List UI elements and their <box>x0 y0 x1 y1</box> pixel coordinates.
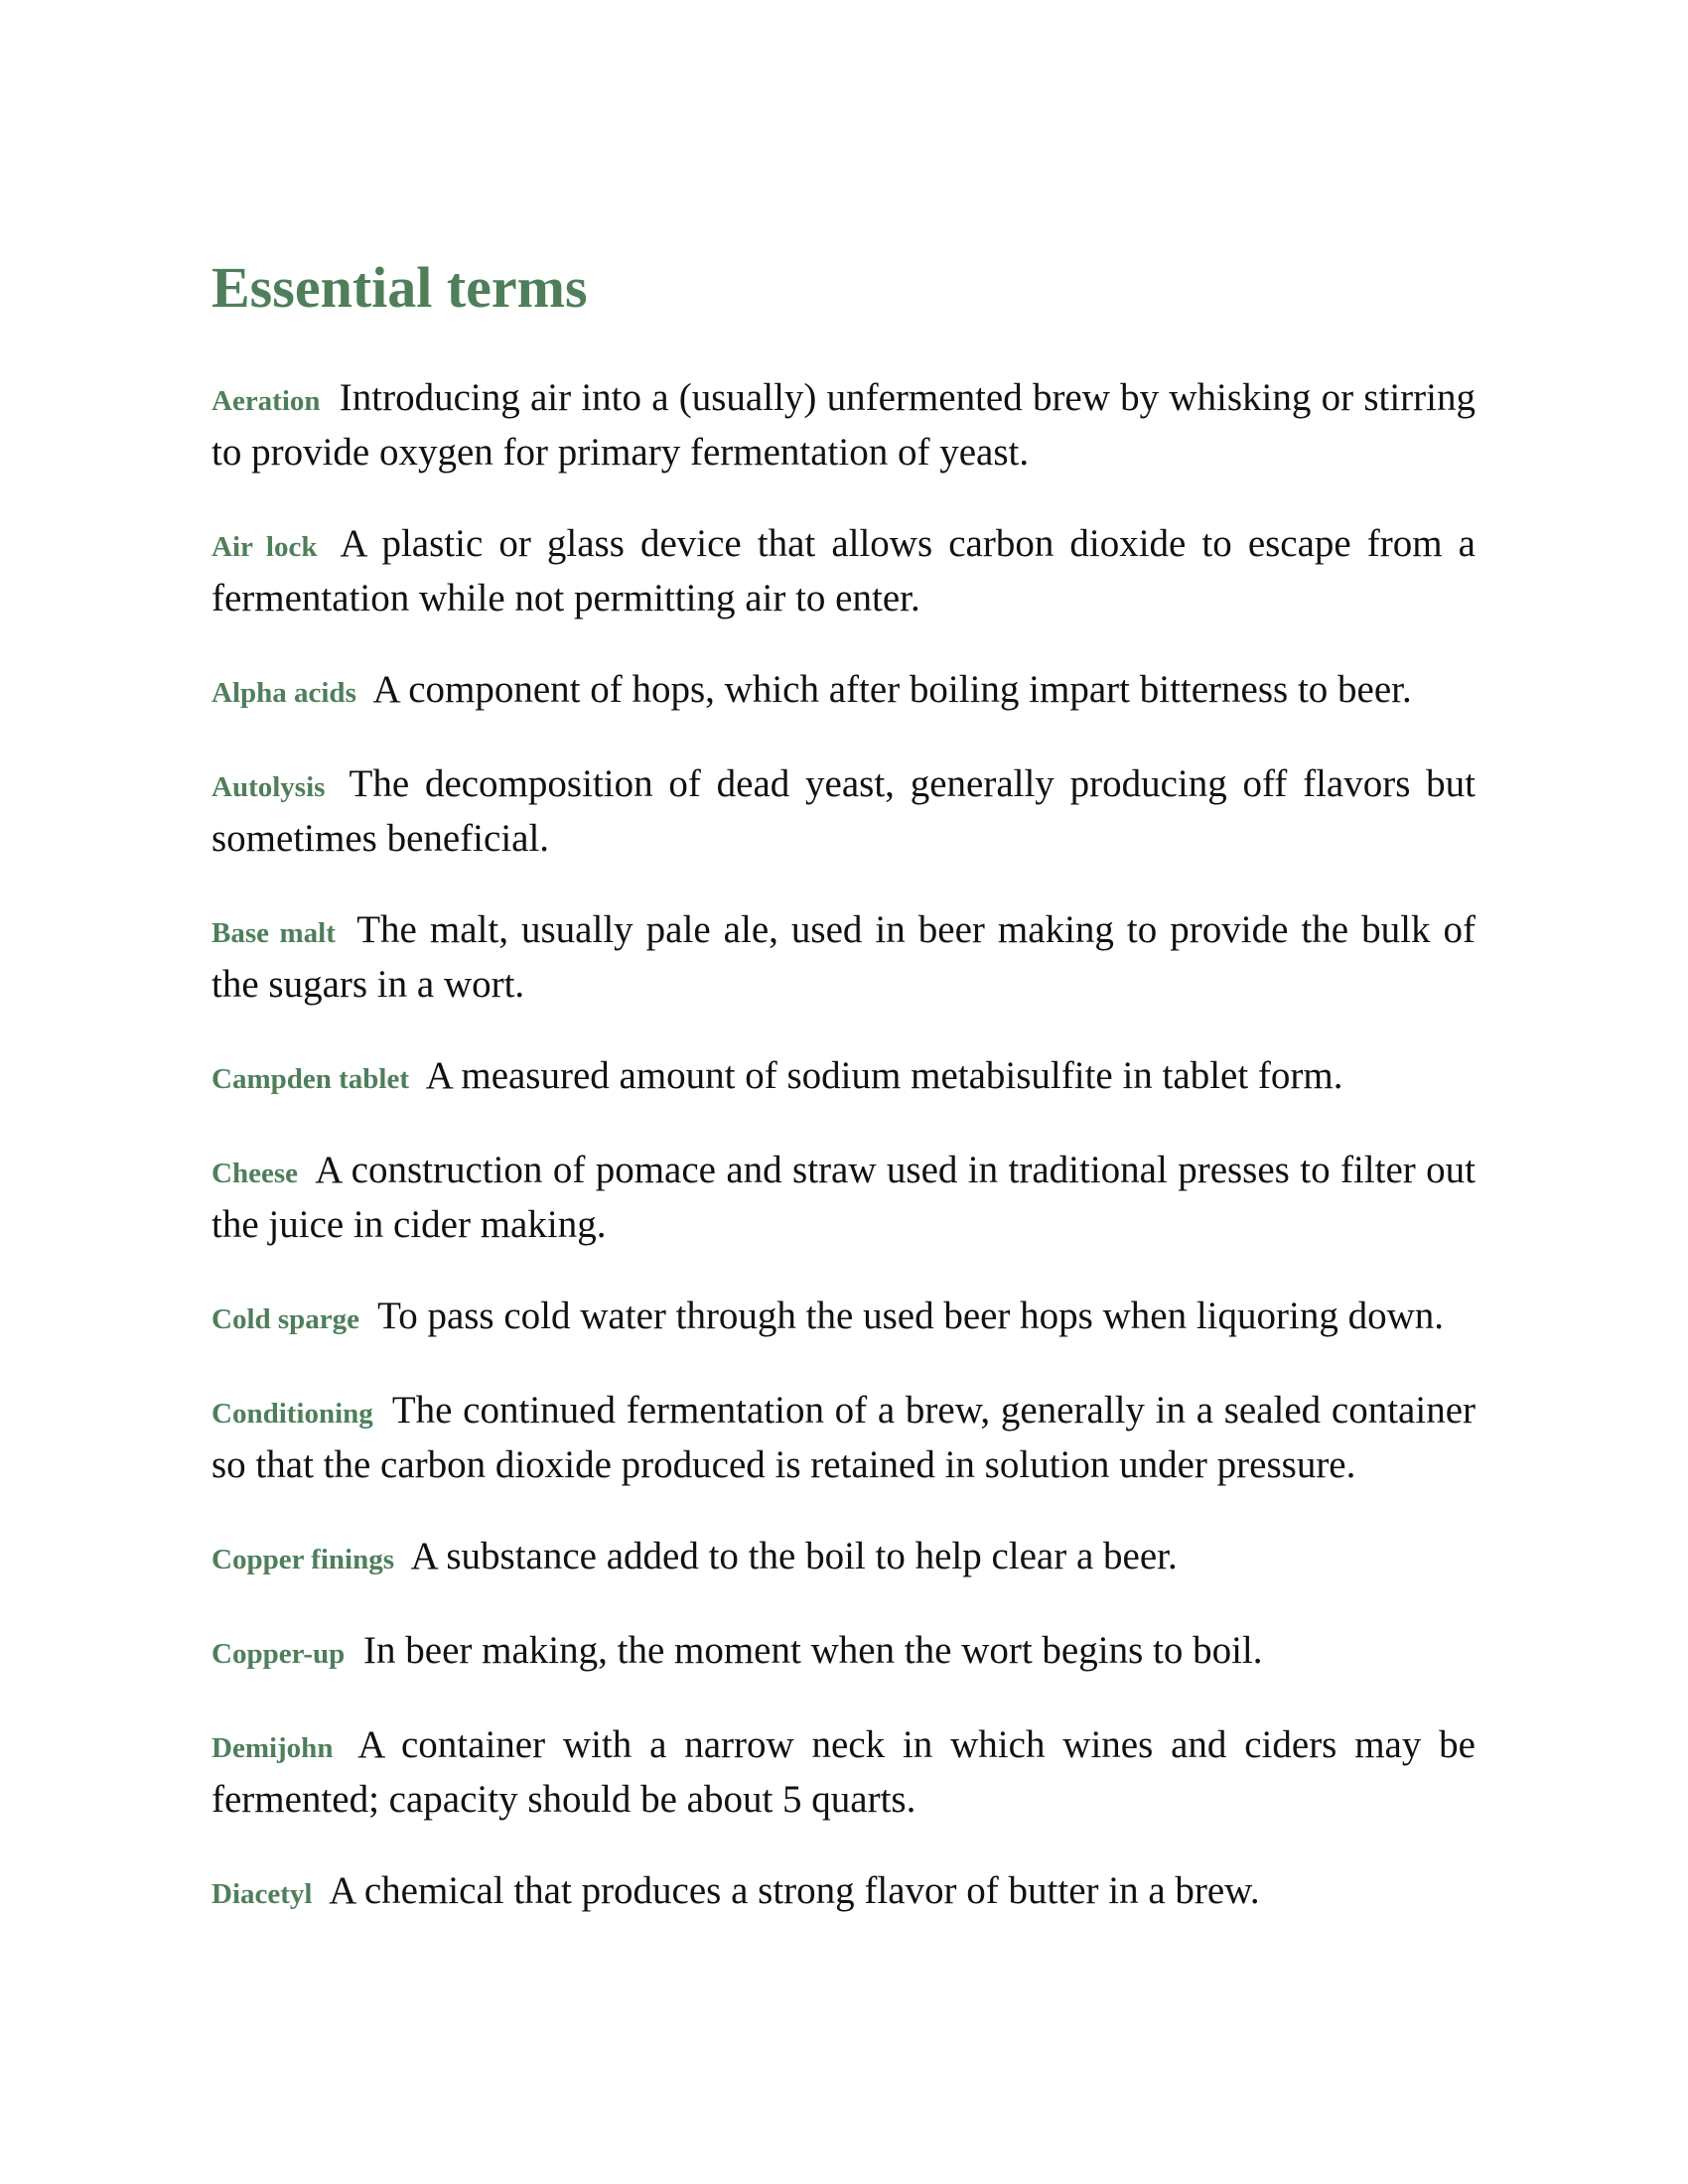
glossary-entry <box>211 758 1476 865</box>
glossary-term: Diacetyl <box>211 1878 313 1910</box>
page-title: Essential terms <box>211 255 588 320</box>
glossary-definition: To pass cold water through the used beer hops when liquoring down. <box>377 1295 1444 1337</box>
glossary-term: Aeration <box>211 385 321 417</box>
glossary-definition: A chemical that produces a strong flavor of butter in a brew. <box>329 1869 1260 1912</box>
glossary-entry <box>211 1719 1476 1826</box>
glossary-entry <box>211 1050 1476 1105</box>
glossary-entry <box>211 518 1476 624</box>
glossary-definition: In beer making, the moment when the wort begins to boil. <box>363 1629 1263 1672</box>
glossary-term: Conditioning <box>211 1398 373 1430</box>
glossary-term: Cheese <box>211 1158 298 1189</box>
glossary-term: Base malt <box>211 917 336 949</box>
glossary-definition: The decomposition of dead yeast, generally producing off flavors but sometimes beneficial. <box>211 762 1477 860</box>
glossary-entry <box>211 1145 1476 1251</box>
glossary-list <box>211 372 1476 1920</box>
glossary-definition: The continued fermentation of a brew, generally in a sealed container so that the carbon dioxide produced is retained in solution under pressure. <box>211 1389 1476 1486</box>
glossary-definition: A component of hops, which after boiling impart bitterness to beer. <box>372 668 1412 711</box>
glossary-term: Autolysis <box>211 771 326 803</box>
document-page <box>211 253 1476 1960</box>
glossary-term: Copper finings <box>211 1544 394 1575</box>
glossary-definition: A substance added to the boil to help clear a beer. <box>410 1535 1178 1577</box>
glossary-entry <box>211 1291 1476 1345</box>
glossary-term: Campden tablet <box>211 1063 409 1095</box>
glossary-definition: A plastic or glass device that allows carbon dioxide to escape from a fermentation while not permitting air to enter. <box>211 522 1476 619</box>
glossary-definition: A measured amount of sodium metabisulfite in tablet form. <box>425 1054 1343 1097</box>
glossary-entry <box>211 1865 1476 1920</box>
glossary-definition: The malt, usually pale ale, used in beer making to provide the bulk of the sugars in a wort. <box>211 908 1476 1006</box>
glossary-term: Air lock <box>211 531 318 563</box>
glossary-entry <box>211 1531 1476 1585</box>
glossary-definition: A construction of pomace and straw used in traditional presses to filter out the juice in cider making. <box>211 1149 1476 1246</box>
glossary-term: Cold sparge <box>211 1303 360 1335</box>
glossary-entry <box>211 904 1476 1011</box>
glossary-definition: Introducing air into a (usually) unfermented brew by whisking or stirring to provide oxygen for primary fermentation of yeast. <box>211 376 1476 474</box>
glossary-term: Alpha acids <box>211 677 356 709</box>
glossary-definition: A container with a narrow neck in which wines and ciders may be fermented; capacity should be about 5 quarts. <box>211 1723 1476 1821</box>
glossary-term: Copper-up <box>211 1638 346 1670</box>
glossary-entry <box>211 664 1476 719</box>
glossary-entry <box>211 372 1476 478</box>
glossary-term: Demijohn <box>211 1732 334 1764</box>
glossary-entry <box>211 1625 1476 1680</box>
glossary-entry <box>211 1385 1476 1491</box>
